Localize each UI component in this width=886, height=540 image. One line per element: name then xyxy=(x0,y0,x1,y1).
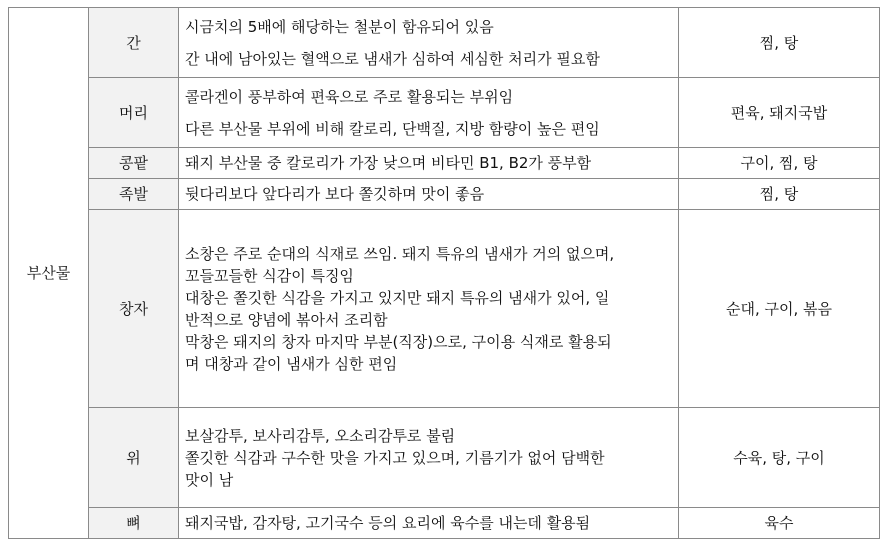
byproduct-table xyxy=(8,7,880,539)
description-line: 꼬들꼬들한 식감이 특징임 xyxy=(185,266,354,285)
description-line: 며 대창과 같이 냄새가 심한 편임 xyxy=(185,354,398,373)
description-cell xyxy=(179,179,679,210)
description-paragraph xyxy=(185,447,672,491)
part-cell: 콩팥 xyxy=(89,148,179,179)
usage-cell: 편육, 돼지국밥 xyxy=(679,78,880,148)
part-cell: 족발 xyxy=(89,179,179,210)
table-row xyxy=(9,148,880,179)
table-row xyxy=(9,508,880,539)
description-paragraph xyxy=(185,425,672,447)
table-row xyxy=(9,78,880,148)
description-line: 콜라겐이 풍부하여 편육으로 주로 활용되는 부위임 xyxy=(185,87,514,106)
description-cell xyxy=(179,148,679,179)
description-paragraph xyxy=(185,243,672,287)
part-cell: 위 xyxy=(89,408,179,508)
description-paragraph xyxy=(185,331,672,375)
description-line: 다른 부산물 부위에 비해 칼로리, 단백질, 지방 함량이 높은 편임 xyxy=(185,119,600,138)
description-line: 소창은 주로 순대의 식재로 쓰임. 돼지 특유의 냄새가 거의 없으며, xyxy=(185,244,615,263)
description-line: 쫄깃한 식감과 구수한 맛을 가지고 있으며, 기름기가 없어 담백한 xyxy=(185,448,605,467)
usage-cell: 구이, 찜, 탕 xyxy=(679,148,880,179)
category-cell: 부산물 xyxy=(9,8,89,539)
table-row xyxy=(9,408,880,508)
part-cell: 머리 xyxy=(89,78,179,148)
table-row xyxy=(9,8,880,78)
description-line: 대창은 쫄깃한 식감을 가지고 있지만 돼지 특유의 냄새가 있어, 일 xyxy=(185,288,610,307)
description-line: 뒷다리보다 앞다리가 보다 쫄깃하며 맛이 좋음 xyxy=(185,185,485,203)
description-line: 시금치의 5배에 해당하는 철분이 함유되어 있음 xyxy=(185,17,494,36)
part-cell: 뼈 xyxy=(89,508,179,539)
description-paragraph xyxy=(185,287,672,331)
usage-cell: 찜, 탕 xyxy=(679,179,880,210)
usage-cell: 육수 xyxy=(679,508,880,539)
part-cell: 창자 xyxy=(89,210,179,408)
description-line: 반적으로 양념에 볶아서 조리함 xyxy=(185,310,388,329)
description-line: 막창은 돼지의 창자 마지막 부분(직장)으로, 구이용 식재로 활용되 xyxy=(185,332,612,351)
table-row xyxy=(9,210,880,408)
usage-cell: 찜, 탕 xyxy=(679,8,880,78)
description-cell xyxy=(179,8,679,78)
description-cell xyxy=(179,78,679,148)
description-line: 맛이 남 xyxy=(185,470,234,489)
usage-cell: 순대, 구이, 볶음 xyxy=(679,210,880,408)
description-line: 보살감투, 보사리감투, 오소리감투로 불림 xyxy=(185,426,456,445)
description-cell xyxy=(179,408,679,508)
description-cell xyxy=(179,210,679,408)
usage-cell: 수육, 탕, 구이 xyxy=(679,408,880,508)
description-cell xyxy=(179,508,679,539)
table-row xyxy=(9,179,880,210)
description-line: 돼지 부산물 중 칼로리가 가장 낮으며 비타민 B1, B2가 풍부함 xyxy=(185,154,592,172)
description-line: 돼지국밥, 감자탕, 고기국수 등의 요리에 육수를 내는데 활용됨 xyxy=(185,514,591,532)
part-cell: 간 xyxy=(89,8,179,78)
description-line: 간 내에 남아있는 혈액으로 냄새가 심하여 세심한 처리가 필요함 xyxy=(185,49,600,68)
